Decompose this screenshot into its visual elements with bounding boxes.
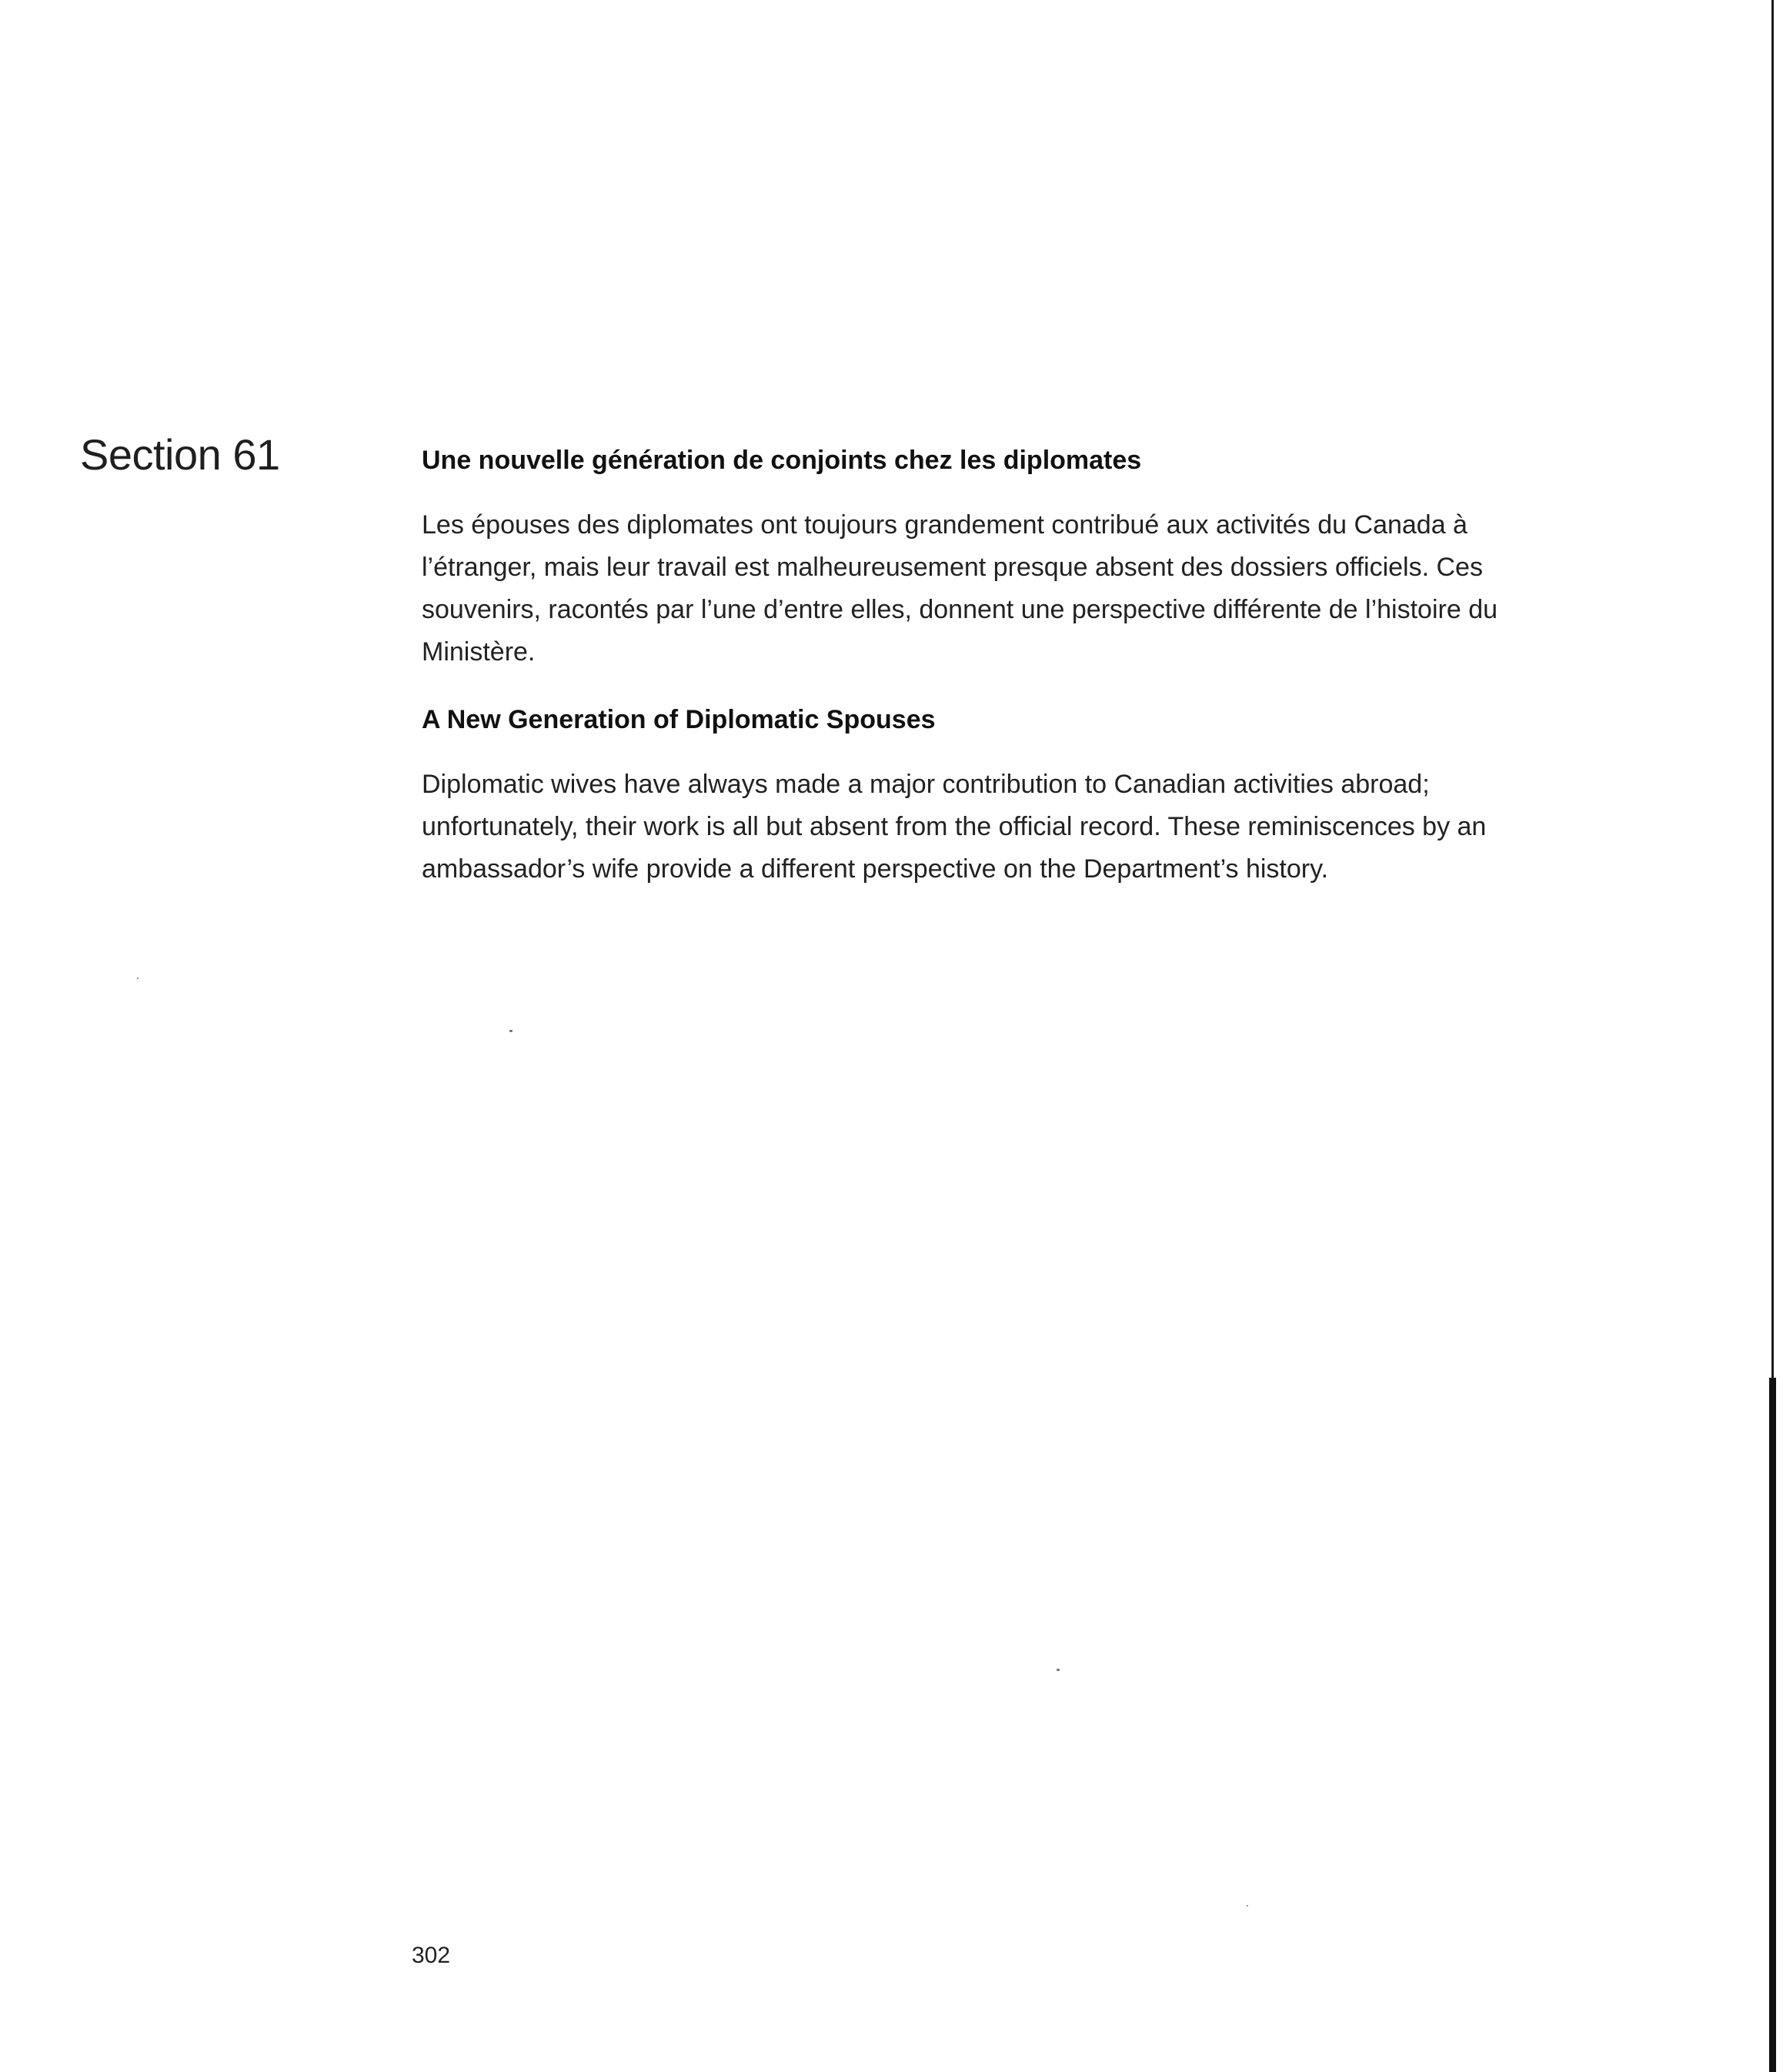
section-label: Section 61 — [80, 430, 280, 479]
english-paragraph: Diplomatic wives have always made a major contribution to Canadian activities abroad; unfortunately, their work is all but absent from the official record. These reminiscences by an ambassador’s wife provide a different perspective on the Department’s history. — [422, 769, 1487, 884]
scan-edge-shadow — [1769, 1378, 1776, 2072]
french-heading: Une nouvelle génération de conjoints chez les diplomates — [422, 446, 1142, 475]
english-heading: A New Generation of Diplomatic Spouses — [422, 704, 936, 734]
french-paragraph: Les épouses des diplomates ont toujours grandement contribué aux activités du Canada à l’étranger, mais leur travail est malheureusement presque absent des dossiers officiels. Ces souvenirs, racontés par l’une d’entre elles, donnent une perspective différente de l’histoire du Ministère. — [422, 510, 1498, 667]
summary-content — [422, 445, 1534, 921]
scan-speck — [1247, 1905, 1248, 1907]
scan-speck — [509, 1030, 513, 1032]
scan-speck — [1057, 1669, 1060, 1671]
scan-speck — [137, 978, 139, 979]
page-number: 302 — [412, 1943, 451, 1968]
